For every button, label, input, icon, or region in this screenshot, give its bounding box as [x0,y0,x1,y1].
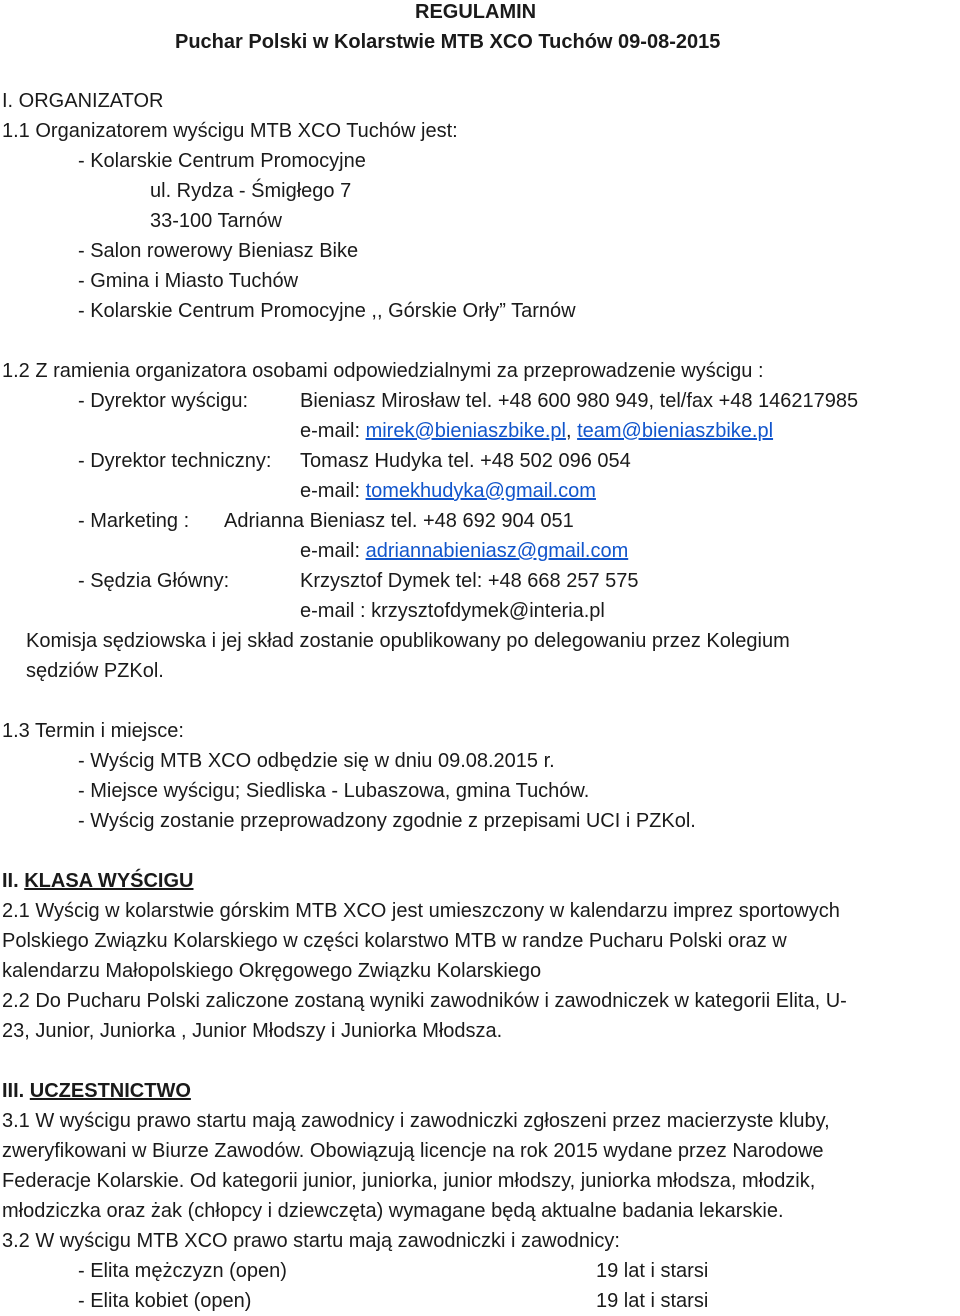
marketing-role: - Marketing : [78,510,190,532]
race-director-role: - Dyrektor wyścigu: [78,390,249,412]
category-name: - Elita mężczyzn (open) [78,1260,287,1282]
section3-text: 3.2 W wyścigu MTB XCO prawo startu mają zawodniczki i zawodnicy: [2,1230,620,1252]
email-link-tomek[interactable]: tomekhudyka@gmail.com [365,480,596,502]
commission-text: Komisja sędziowska i jej skład zostanie opublikowany po delegowaniu przez Kolegium [26,630,790,652]
technical-director-email-line [300,476,596,506]
email-prefix: e-mail: [300,480,366,502]
section-number: II. [2,870,25,892]
section-heading-organizer: I. ORGANIZATOR [2,90,164,112]
email-prefix: e-mail: [300,540,366,562]
organizer-line: 33-100 Tarnów [150,210,282,232]
organizer-line: - Kolarskie Centrum Promocyjne [78,150,366,172]
section-title: UCZESTNICTWO [29,1080,191,1102]
paragraph-1-3: 1.3 Termin i miejsce: [2,720,184,742]
category-age: 19 lat i starsi [596,1260,709,1282]
section-number: III. [2,1080,30,1102]
organizer-line: - Gmina i Miasto Tuchów [78,270,299,292]
section2-text: 2.2 Do Pucharu Polski zaliczone zostaną wyniki zawodników i zawodniczek w kategorii Elita, U- [2,990,847,1012]
date-place-item: - Miejsce wyścigu; Siedliska - Lubaszowa, gmina Tuchów. [78,780,590,802]
section-heading-participation [2,1076,191,1106]
organizer-line: ul. Rydza - Śmigłego 7 [150,180,352,202]
race-director-email-line [300,416,773,446]
section-heading-race-class [2,866,194,896]
email-prefix: e-mail: [300,420,366,442]
marketing-email-line [300,536,628,566]
paragraph-1-2: 1.2 Z ramienia organizatora osobami odpowiedzialnymi za przeprowadzenie wyścigu : [2,360,764,382]
technical-director-role: - Dyrektor techniczny: [78,450,272,472]
email-link-team[interactable]: team@bieniaszbike.pl [577,420,774,442]
section2-text: 2.1 Wyścig w kolarstwie górskim MTB XCO jest umieszczony w kalendarzu imprez sportowych [2,900,840,922]
paragraph-1-1: 1.1 Organizatorem wyścigu MTB XCO Tuchów jest: [2,120,458,142]
email-separator: , [565,420,578,442]
organizer-line: - Kolarskie Centrum Promocyjne ,, Górskie Orły” Tarnów [78,300,576,322]
document-title: REGULAMIN [415,1,537,23]
commission-text: sędziów PZKol. [26,660,164,682]
email-link-mirek[interactable]: mirek@bieniaszbike.pl [365,420,566,442]
technical-director-contact: Tomasz Hudyka tel. +48 502 096 054 [300,450,631,472]
section3-text: młodziczka oraz żak (chłopcy i dziewczęta) wymagane będą aktualne badania lekarskie. [2,1200,784,1222]
category-name: - Elita kobiet (open) [78,1290,252,1312]
marketing-contact: Adrianna Bieniasz tel. +48 692 904 051 [224,510,574,532]
race-director-contact: Bieniasz Mirosław tel. +48 600 980 949, tel/fax +48 146217985 [300,390,859,412]
date-place-item: - Wyścig MTB XCO odbędzie się w dniu 09.08.2015 r. [78,750,555,772]
email-link-adrianna[interactable]: adriannabieniasz@gmail.com [365,540,629,562]
date-place-item: - Wyścig zostanie przeprowadzony zgodnie z przepisami UCI i PZKol. [78,810,696,832]
section3-text: 3.1 W wyścigu prawo startu mają zawodnicy i zawodniczki zgłoszeni przez macierzyste kluby, [2,1110,830,1132]
chief-judge-contact: Krzysztof Dymek tel: +48 668 257 575 [300,570,639,592]
section3-text: zweryfikowani w Biurze Zawodów. Obowiązują licencje na rok 2015 wydane przez Narodowe [2,1140,824,1162]
chief-judge-role: - Sędzia Główny: [78,570,230,592]
category-age: 19 lat i starsi [596,1290,709,1312]
chief-judge-email-line: e-mail : krzysztofdymek@interia.pl [300,600,605,622]
section2-text: Polskiego Związku Kolarskiego w części kolarstwo MTB w randze Pucharu Polski oraz w [2,930,787,952]
organizer-line: - Salon rowerowy Bieniasz Bike [78,240,359,262]
section2-text: 23, Junior, Juniorka , Junior Młodszy i Juniorka Młodsza. [2,1020,503,1042]
section-title: KLASA WYŚCIGU [24,870,194,892]
section2-text: kalendarzu Małopolskiego Okręgowego Związku Kolarskiego [2,960,542,982]
document-subtitle: Puchar Polski w Kolarstwie MTB XCO Tuchów 09-08-2015 [175,31,721,53]
section3-text: Federacje Kolarskie. Od kategorii junior, juniorka, junior młodszy, juniorka młodsza, młodzik, [2,1170,816,1192]
